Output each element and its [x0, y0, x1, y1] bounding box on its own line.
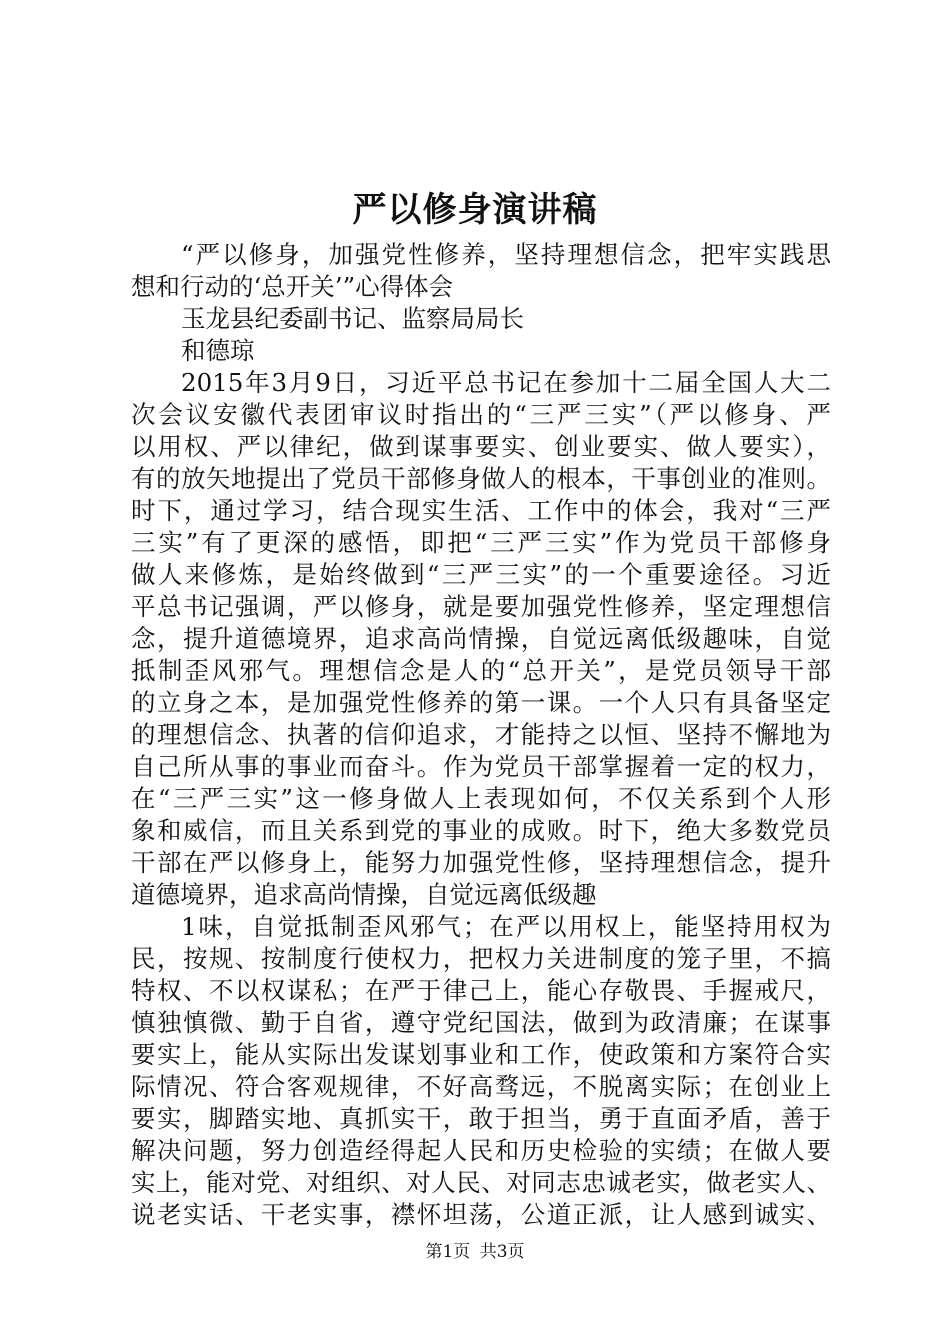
body-line: 慎独慎微、勤于自省，遵守党纪国法，做到为政清廉；在谋事 [131, 1008, 831, 1037]
body-line: 际情况、符合客观规律，不好高骛远，不脱离实际；在创业上 [131, 1072, 831, 1101]
page-footer: 第1页 共3页 [425, 1242, 525, 1262]
body-line: 次会议安徽代表团审议时指出的“三严三实”（严以修身、严 [131, 400, 831, 429]
body-line: 象和威信，而且关系到党的事业的成败。时下，绝大多数党员 [131, 816, 831, 845]
body-line: 三实”有了更深的感悟，即把“三严三实”作为党员干部修身 [131, 528, 831, 557]
document-body [131, 239, 831, 1231]
body-line: 说老实话、干老实事，襟怀坦荡，公道正派，让人感到诚实、 [131, 1200, 831, 1229]
body-line: “严以修身，加强党性修养，坚持理想信念，把牢实践思 [181, 240, 831, 269]
body-line: 玉龙县纪委副书记、监察局局长 [181, 304, 524, 333]
body-line: 和德琼 [181, 336, 255, 365]
body-line: 有的放矢地提出了党员干部修身做人的根本，干事创业的准则。 [131, 464, 831, 493]
body-line: 2015年3月9日，习近平总书记在参加十二届全国人大二 [181, 368, 831, 397]
body-line: 在“三严三实”这一修身做人上表现如何，不仅关系到个人形 [131, 784, 831, 813]
body-line: 要实，脚踏实地、真抓实干，敢于担当，勇于直面矛盾，善于 [131, 1104, 831, 1133]
body-line: 特权、不以权谋私；在严于律己上，能心存敬畏、手握戒尺， [131, 976, 831, 1005]
body-line: 要实上，能从实际出发谋划事业和工作，使政策和方案符合实 [131, 1040, 831, 1069]
body-line: 想和行动的‘总开关’”心得体会 [131, 272, 454, 301]
body-line: 以用权、严以律纪，做到谋事要实、创业要实、做人要实）， [131, 432, 831, 461]
body-line: 做人来修炼，是始终做到“三严三实”的一个重要途径。习近 [131, 560, 831, 589]
body-line: 平总书记强调，严以修身，就是要加强党性修养，坚定理想信 [131, 592, 831, 621]
document-title: 严以修身演讲稿 [352, 190, 598, 230]
body-line: 时下，通过学习，结合现实生活、工作中的体会，我对“三严 [131, 496, 831, 525]
body-line: 自己所从事的事业而奋斗。作为党员干部掌握着一定的权力， [131, 752, 831, 781]
body-line: 实上，能对党、对组织、对人民、对同志忠诚老实，做老实人、 [131, 1168, 831, 1197]
body-line: 1味，自觉抵制歪风邪气；在严以用权上，能坚持用权为 [181, 912, 831, 941]
body-line: 道德境界，追求高尚情操，自觉远离低级趣 [131, 880, 597, 909]
body-line: 抵制歪风邪气。理想信念是人的“总开关”，是党员领导干部 [131, 656, 831, 685]
body-line: 解决问题，努力创造经得起人民和历史检验的实绩；在做人要 [131, 1136, 831, 1165]
body-line: 的理想信念、执著的信仰追求，才能持之以恒、坚持不懈地为 [131, 720, 831, 749]
body-line: 的立身之本，是加强党性修养的第一课。一个人只有具备坚定 [131, 688, 831, 717]
body-line: 干部在严以修身上，能努力加强党性修，坚持理想信念，提升 [131, 848, 831, 877]
body-line: 念，提升道德境界，追求高尚情操，自觉远离低级趣味，自觉 [131, 624, 831, 653]
body-line: 民，按规、按制度行使权力，把权力关进制度的笼子里，不搞 [131, 944, 831, 973]
